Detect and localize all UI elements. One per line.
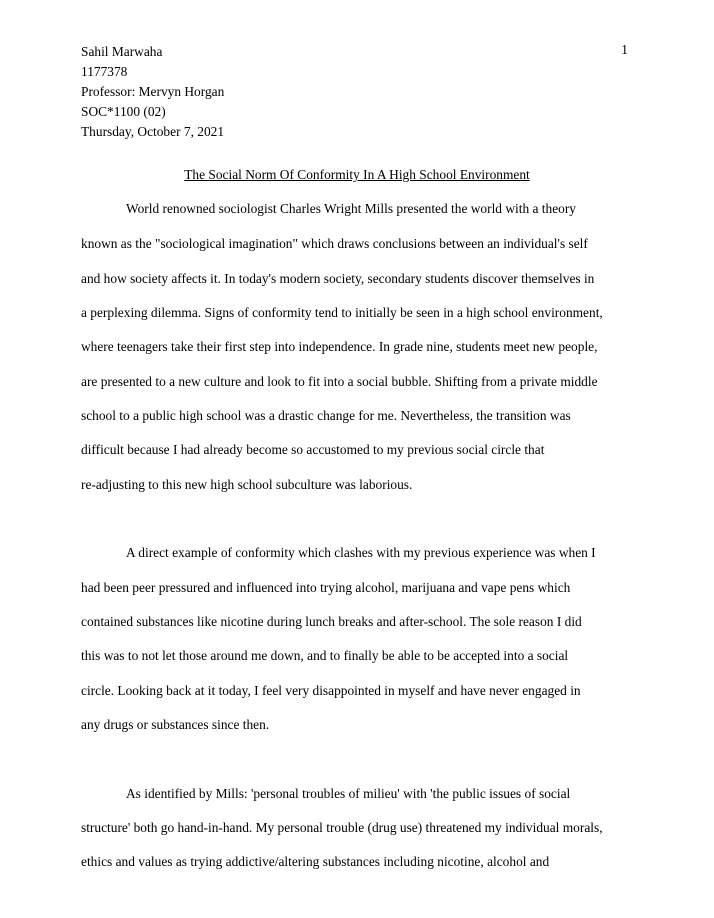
paragraph-1-line: a perplexing dilemma. Signs of conformity tend to initially be seen in a high school environment,: [81, 305, 603, 320]
paragraph-1-line: known as the "sociological imagination" which draws conclusions between an individual's self: [81, 236, 588, 251]
paragraph-1-line: re-adjusting to this new high school subculture was laborious.: [81, 477, 413, 492]
document-date: Thursday, October 7, 2021: [81, 124, 225, 139]
paragraph-3-line: ethics and values as trying addictive/altering substances including nicotine, alcohol and: [81, 854, 550, 869]
paragraph-3-line: structure' both go hand-in-hand. My personal trouble (drug use) threatened my individual morals,: [81, 820, 603, 835]
paragraph-1-line: World renowned sociologist Charles Wright Mills presented the world with a theory: [126, 201, 576, 216]
paragraph-1-line: and how society affects it. In today's modern society, secondary students discover themselves in: [81, 271, 595, 286]
student-id: 1177378: [81, 64, 128, 79]
paragraph-1-line: difficult because I had already become so accustomed to my previous social circle that: [81, 442, 545, 457]
paragraph-1-line: are presented to a new culture and look to fit into a social bubble. Shifting from a private middle: [81, 374, 598, 389]
header-block: [81, 42, 224, 142]
paragraph-2-line: any drugs or substances since then.: [81, 717, 270, 732]
page-number: 1: [621, 42, 628, 57]
author-name: Sahil Marwaha: [81, 44, 163, 59]
course-code: SOC*1100 (02): [81, 104, 166, 119]
paragraph-3-line: As identified by Mills: 'personal troubles of milieu' with 'the public issues of social: [126, 786, 571, 801]
professor-name: Professor: Mervyn Horgan: [81, 84, 225, 99]
paragraph-2-line: had been peer pressured and influenced into trying alcohol, marijuana and vape pens which: [81, 580, 571, 595]
paragraph-1-line: school to a public high school was a drastic change for me. Nevertheless, the transition was: [81, 408, 571, 423]
paragraph-2-line: contained substances like nicotine during lunch breaks and after-school. The sole reason I did: [81, 614, 582, 629]
document-title: The Social Norm Of Conformity In A High School Environment: [184, 167, 530, 182]
document-title-wrapper: [0, 166, 714, 184]
paragraph-1-line: where teenagers take their first step into independence. In grade nine, students meet new people,: [81, 339, 598, 354]
paragraph-2-line: A direct example of conformity which clashes with my previous experience was when I: [126, 545, 596, 560]
paragraph-2-line: circle. Looking back at it today, I feel very disappointed in myself and have never engaged in: [81, 683, 581, 698]
paragraph-2-line: this was to not let those around me down, and to finally be able to be accepted into a social: [81, 648, 569, 663]
